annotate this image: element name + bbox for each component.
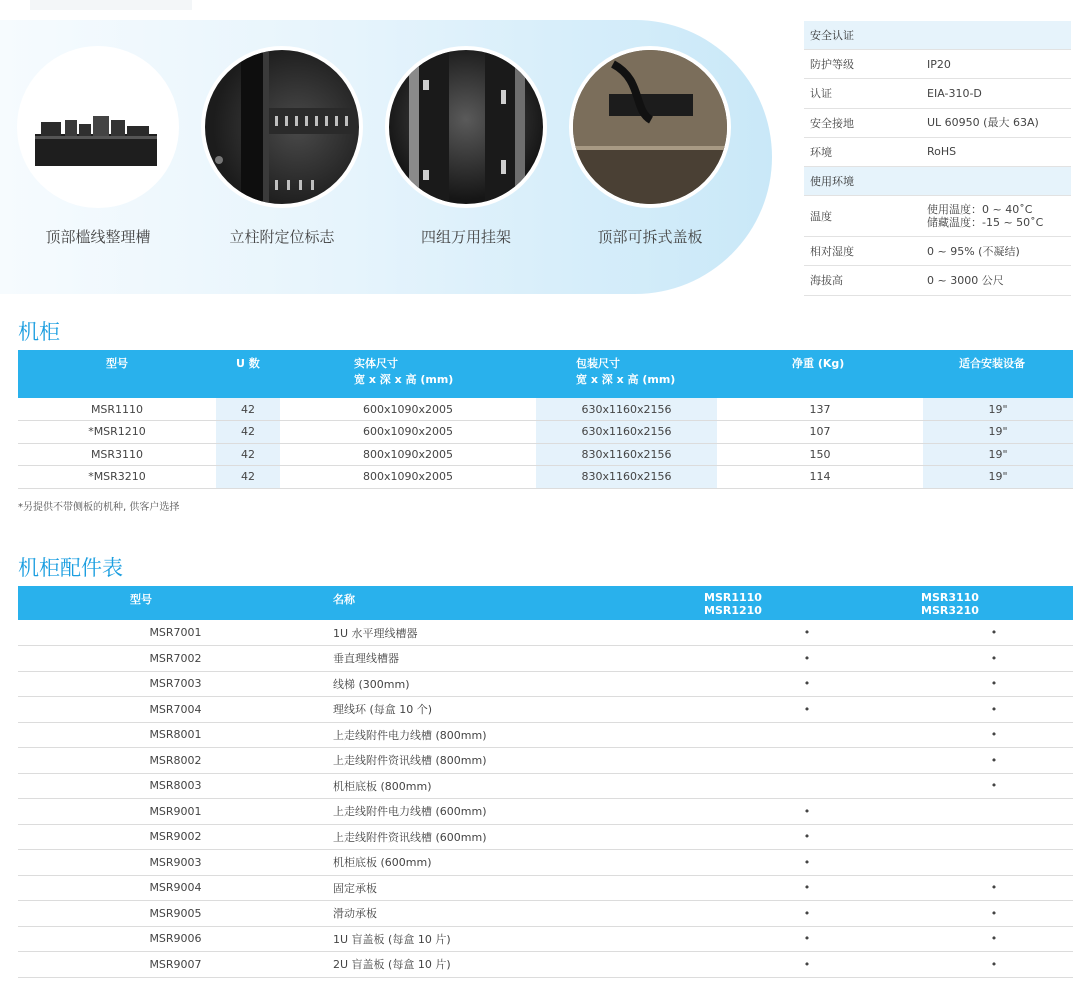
feature-rail-marking [197, 46, 367, 247]
table-row [18, 620, 1073, 646]
spec-key: 认证 [810, 87, 832, 101]
cell-model: MSR7001 [18, 620, 333, 646]
cell-msr1110-1210: • [699, 620, 915, 646]
cell-model: *MSR1210 [18, 421, 216, 444]
cell-device: 19" [923, 443, 1073, 466]
cell-msr1110-1210: • [699, 926, 915, 952]
removable-cover-photo-icon [569, 46, 731, 208]
cell-model: MSR9006 [18, 926, 333, 952]
cell-weight: 114 [717, 466, 923, 489]
cell-device: 19" [923, 466, 1073, 489]
table-row [18, 850, 1073, 876]
cell-model: MSR8002 [18, 748, 333, 774]
header-device: 适合安装设备 [923, 350, 1073, 398]
table-row [18, 773, 1073, 799]
cell-model: *MSR3210 [18, 466, 216, 489]
top-tab [30, 0, 192, 10]
table-row [18, 466, 1073, 489]
cell-msr3110-3210: • [915, 875, 1073, 901]
header-model: 型号 [18, 586, 333, 620]
cell-msr1110-1210: • [699, 875, 915, 901]
header-name: 名称 [333, 586, 699, 620]
header-msr3110: MSR3110 [921, 591, 979, 604]
header-msr1110: MSR1110 [704, 591, 762, 604]
rail-marking-photo-icon [201, 46, 363, 208]
header-u: U 数 [216, 350, 280, 398]
table-row [18, 443, 1073, 466]
cell-msr3110-3210 [915, 799, 1073, 825]
cell-package: 830x1160x2156 [536, 443, 717, 466]
feature-label: 顶部可拆式盖板 [597, 228, 703, 246]
spec-key: 环境 [810, 145, 832, 159]
universal-rack-photo-icon [385, 46, 547, 208]
cell-msr3110-3210: • [915, 901, 1073, 927]
cell-msr1110-1210 [699, 748, 915, 774]
header-package-line2: 宽 x 深 x 高 (mm) [576, 373, 676, 386]
cell-dimensions: 600x1090x2005 [280, 398, 536, 421]
cell-msr3110-3210: • [915, 748, 1073, 774]
spec-key: 防护等级 [810, 58, 854, 72]
cell-model: MSR8001 [18, 722, 333, 748]
table-row [18, 875, 1073, 901]
spec-row [804, 196, 1071, 237]
cell-msr3110-3210: • [915, 773, 1073, 799]
cell-model: MSR1110 [18, 398, 216, 421]
cell-msr1110-1210: • [699, 952, 915, 978]
cell-name: 1U 盲盖板 (每盒 10 片) [333, 926, 699, 952]
cell-name: 垂直理线槽器 [333, 646, 699, 672]
cell-msr1110-1210: • [699, 824, 915, 850]
cell-msr1110-1210: • [699, 646, 915, 672]
cell-model: MSR9003 [18, 850, 333, 876]
header-dimensions-line1: 实体尺寸 [354, 357, 398, 370]
cell-dimensions: 600x1090x2005 [280, 421, 536, 444]
spec-value: 0 ~ 95% (不凝结) [927, 244, 1020, 258]
spec-value: UL 60950 (最大 63A) [927, 116, 1039, 130]
cell-model: MSR7004 [18, 697, 333, 723]
cell-package: 830x1160x2156 [536, 466, 717, 489]
cell-model: MSR9001 [18, 799, 333, 825]
cell-u: 42 [216, 398, 280, 421]
temp-operating: 使用温度：0 ~ 40˚C [927, 203, 1033, 217]
spec-value: 0 ~ 3000 公尺 [927, 273, 1004, 287]
cell-model: MSR7003 [18, 671, 333, 697]
feature-label: 顶部槛线整理槽 [45, 228, 151, 246]
table-row [18, 926, 1073, 952]
cabinet-table [18, 350, 1073, 489]
cell-weight: 137 [717, 398, 923, 421]
cell-name: 滑动承板 [333, 901, 699, 927]
cell-dimensions: 800x1090x2005 [280, 443, 536, 466]
cell-u: 42 [216, 421, 280, 444]
cell-msr3110-3210: • [915, 620, 1073, 646]
cell-msr1110-1210: • [699, 697, 915, 723]
table-row [18, 748, 1073, 774]
header-dimensions [280, 350, 536, 398]
cell-name: 2U 盲盖板 (每盒 10 片) [333, 952, 699, 978]
spec-value: EIA-310-D [927, 86, 982, 100]
cabinet-title: 机柜 [18, 320, 60, 344]
table-row [18, 799, 1073, 825]
cell-name: 上走线附件资讯线槽 (600mm) [333, 824, 699, 850]
cell-name: 上走线附件资讯线槽 (800mm) [333, 748, 699, 774]
header-weight: 净重 (Kg) [717, 350, 923, 398]
header-package [536, 350, 717, 398]
header-dimensions-line2: 宽 x 深 x 高 (mm) [354, 373, 454, 386]
spec-row [804, 237, 1071, 266]
cell-msr1110-1210: • [699, 799, 915, 825]
spec-row [804, 79, 1071, 108]
table-row [18, 697, 1073, 723]
cell-name: 机柜底板 (800mm) [333, 773, 699, 799]
spec-value: RoHS [927, 145, 957, 159]
spec-row [804, 138, 1071, 167]
cell-msr3110-3210: • [915, 646, 1073, 672]
header-msr3110-msr3210 [915, 586, 1073, 620]
cell-model: MSR9002 [18, 824, 333, 850]
header-msr1210: MSR1210 [704, 604, 762, 617]
cell-name: 上走线附件电力线槽 (600mm) [333, 799, 699, 825]
spec-row [804, 50, 1071, 79]
cell-name: 理线环 (每盒 10 个) [333, 697, 699, 723]
spec-key: 相对湿度 [810, 245, 854, 259]
cell-msr1110-1210 [699, 773, 915, 799]
cell-msr1110-1210 [699, 722, 915, 748]
cell-msr1110-1210: • [699, 901, 915, 927]
spec-row [804, 266, 1071, 295]
temp-storage: 储藏温度：-15 ~ 50˚C [927, 216, 1044, 230]
header-model: 型号 [18, 350, 216, 398]
spec-value: IP20 [927, 57, 951, 71]
cable-tray-photo-icon [17, 46, 179, 208]
cell-msr3110-3210: • [915, 697, 1073, 723]
cell-msr3110-3210: • [915, 952, 1073, 978]
cell-name: 线梯 (300mm) [333, 671, 699, 697]
header-msr1110-msr1210 [699, 586, 915, 620]
cell-model: MSR9005 [18, 901, 333, 927]
feature-label: 立柱附定位标志 [229, 228, 335, 246]
cell-msr3110-3210 [915, 850, 1073, 876]
table-row [18, 671, 1073, 697]
cell-msr3110-3210: • [915, 671, 1073, 697]
spec-key: 海拔高 [810, 274, 843, 288]
table-row [18, 824, 1073, 850]
cell-model: MSR3110 [18, 443, 216, 466]
table-row [18, 722, 1073, 748]
cell-name: 1U 水平理线槽器 [333, 620, 699, 646]
table-row [18, 952, 1073, 978]
cell-model: MSR7002 [18, 646, 333, 672]
feature-universal-rack [381, 46, 551, 247]
header-package-line1: 包装尺寸 [576, 357, 620, 370]
cell-msr3110-3210: • [915, 722, 1073, 748]
cell-model: MSR9004 [18, 875, 333, 901]
accessories-body [18, 620, 1073, 977]
feature-removable-cover [565, 46, 735, 247]
cell-name: 上走线附件电力线槽 (800mm) [333, 722, 699, 748]
cell-u: 42 [216, 466, 280, 489]
header-msr3210: MSR3210 [921, 604, 979, 617]
table-row [18, 646, 1073, 672]
cell-model: MSR9007 [18, 952, 333, 978]
cabinet-note: *另提供不带侧板的机种, 供客户选择 [18, 502, 180, 513]
env-header: 使用环境 [804, 167, 1071, 196]
cell-msr3110-3210 [915, 824, 1073, 850]
feature-cable-tray [13, 46, 183, 247]
cell-name: 机柜底板 (600mm) [333, 850, 699, 876]
cell-weight: 107 [717, 421, 923, 444]
cell-msr3110-3210: • [915, 926, 1073, 952]
cell-package: 630x1160x2156 [536, 421, 717, 444]
spec-row [804, 109, 1071, 138]
cell-u: 42 [216, 443, 280, 466]
safety-header: 安全认证 [804, 21, 1071, 50]
table-header-row [18, 350, 1073, 398]
table-row [18, 901, 1073, 927]
table-header-row [18, 586, 1073, 620]
spec-key: 安全接地 [810, 116, 854, 130]
cell-msr1110-1210: • [699, 850, 915, 876]
feature-label: 四组万用挂架 [420, 228, 511, 246]
table-row [18, 398, 1073, 421]
cell-name: 固定承板 [333, 875, 699, 901]
accessories-table [18, 586, 1073, 978]
spec-panel [804, 21, 1071, 296]
spec-value [921, 203, 1071, 229]
cell-dimensions: 800x1090x2005 [280, 466, 536, 489]
cell-device: 19" [923, 398, 1073, 421]
cell-msr1110-1210: • [699, 671, 915, 697]
table-row [18, 421, 1073, 444]
cell-model: MSR8003 [18, 773, 333, 799]
cell-device: 19" [923, 421, 1073, 444]
accessories-title: 机柜配件表 [18, 556, 123, 580]
spec-key: 温度 [810, 210, 832, 224]
cell-package: 630x1160x2156 [536, 398, 717, 421]
cell-weight: 150 [717, 443, 923, 466]
